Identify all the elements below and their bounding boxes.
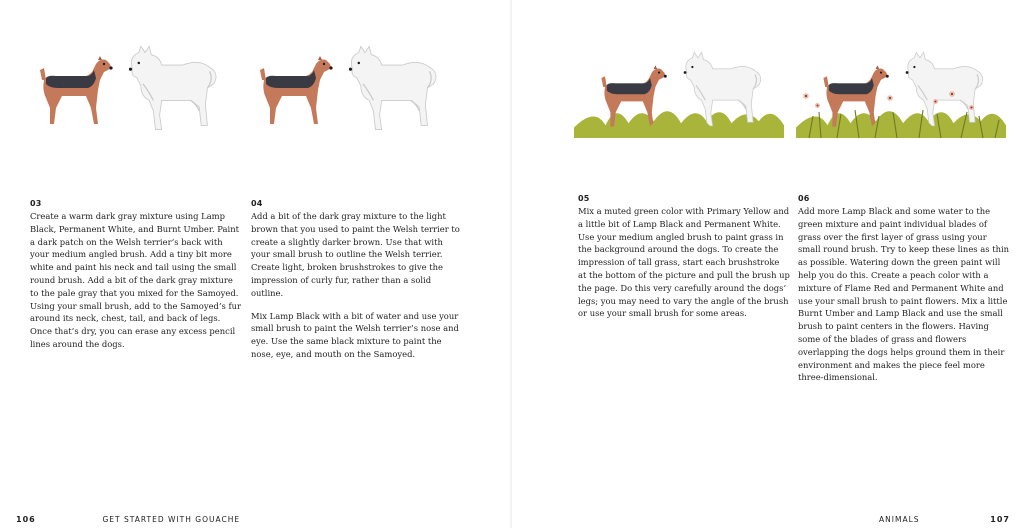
page-number: 106 <box>16 515 36 524</box>
step-paragraph: Add a bit of the dark gray mixture to the light brown that you used to paint the Welsh terrier to create a slightly darker brown. Use that with your small brush to outline the Welsh terrier. Create light, broken brushstrokes to give the impression of curly fur, rather than a solid outline. <box>251 211 460 298</box>
step-04 <box>251 199 463 371</box>
dogs-painting-05 <box>570 46 788 138</box>
left-footer <box>16 515 240 524</box>
dogs-painting-03 <box>32 38 232 138</box>
illustration-step-03 <box>32 38 232 138</box>
step-paragraph: Add more Lamp Black and some water to the green mixture and paint individual blades of grass over the first layer of grass using your small round brush. Try to keep these lines as thin as possible. Watering down the green paint will help you do this. Create a peach color with a mixture of Flame Red and Permanent White and use your small brush to paint flowers. Mix a little Burnt Umber and Lamp Black and use the small brush to paint centers in the flowers. Having some of the blades of grass and flowers overlapping the dogs helps ground them in their environment and makes the piece feel more three-dimensional. <box>798 206 1010 383</box>
illustration-step-06 <box>792 46 1010 138</box>
page-number: 107 <box>990 515 1010 524</box>
step-number: 06 <box>798 194 810 203</box>
step-paragraph: Mix Lamp Black with a bit of water and use your small brush to paint the Welsh terrier’s nose and eye. Use the same black mixture to paint the nose, eye, and mouth on the Samoyed. <box>251 310 459 359</box>
step-06 <box>798 194 1010 394</box>
step-number: 03 <box>30 199 42 208</box>
step-paragraph: Mix a muted green color with Primary Yellow and a little bit of Lamp Black and Permanent White. Use your medium angled brush to paint grass in the background around the dogs. To create the impression of tall grass, start each brushstroke at the bottom of the picture and pull the brush up the page. Do this very carefully around the dogs’ legs; you may need to vary the angle of the brush or use your small brush for some areas. <box>578 206 790 319</box>
running-head: ANIMALS <box>879 515 920 524</box>
step-number: 05 <box>578 194 590 203</box>
dogs-painting-04 <box>252 38 452 138</box>
right-footer <box>879 515 1010 524</box>
step-number: 04 <box>251 199 263 208</box>
illustration-step-04 <box>252 38 452 138</box>
dogs-painting-06 <box>792 46 1010 138</box>
illustration-step-05 <box>570 46 788 138</box>
step-05 <box>578 194 790 330</box>
step-03 <box>30 199 242 361</box>
step-paragraph: Create a warm dark gray mixture using Lamp Black, Permanent White, and Burnt Umber. Paint a dark patch on the Welsh terrier’s back with your medium angled brush. Add a tiny bit more white and paint his neck and tail using the small round brush. Add a bit of the dark gray mixture to the pale gray that you mixed for the Samoyed. Using your small brush, add to the Samoyed’s fur around its neck, chest, tail, and back of legs. Once that’s dry, you can erase any excess pencil lines around the dogs. <box>30 211 242 349</box>
running-head: GET STARTED WITH GOUACHE <box>102 515 241 524</box>
right-page <box>512 0 1024 528</box>
